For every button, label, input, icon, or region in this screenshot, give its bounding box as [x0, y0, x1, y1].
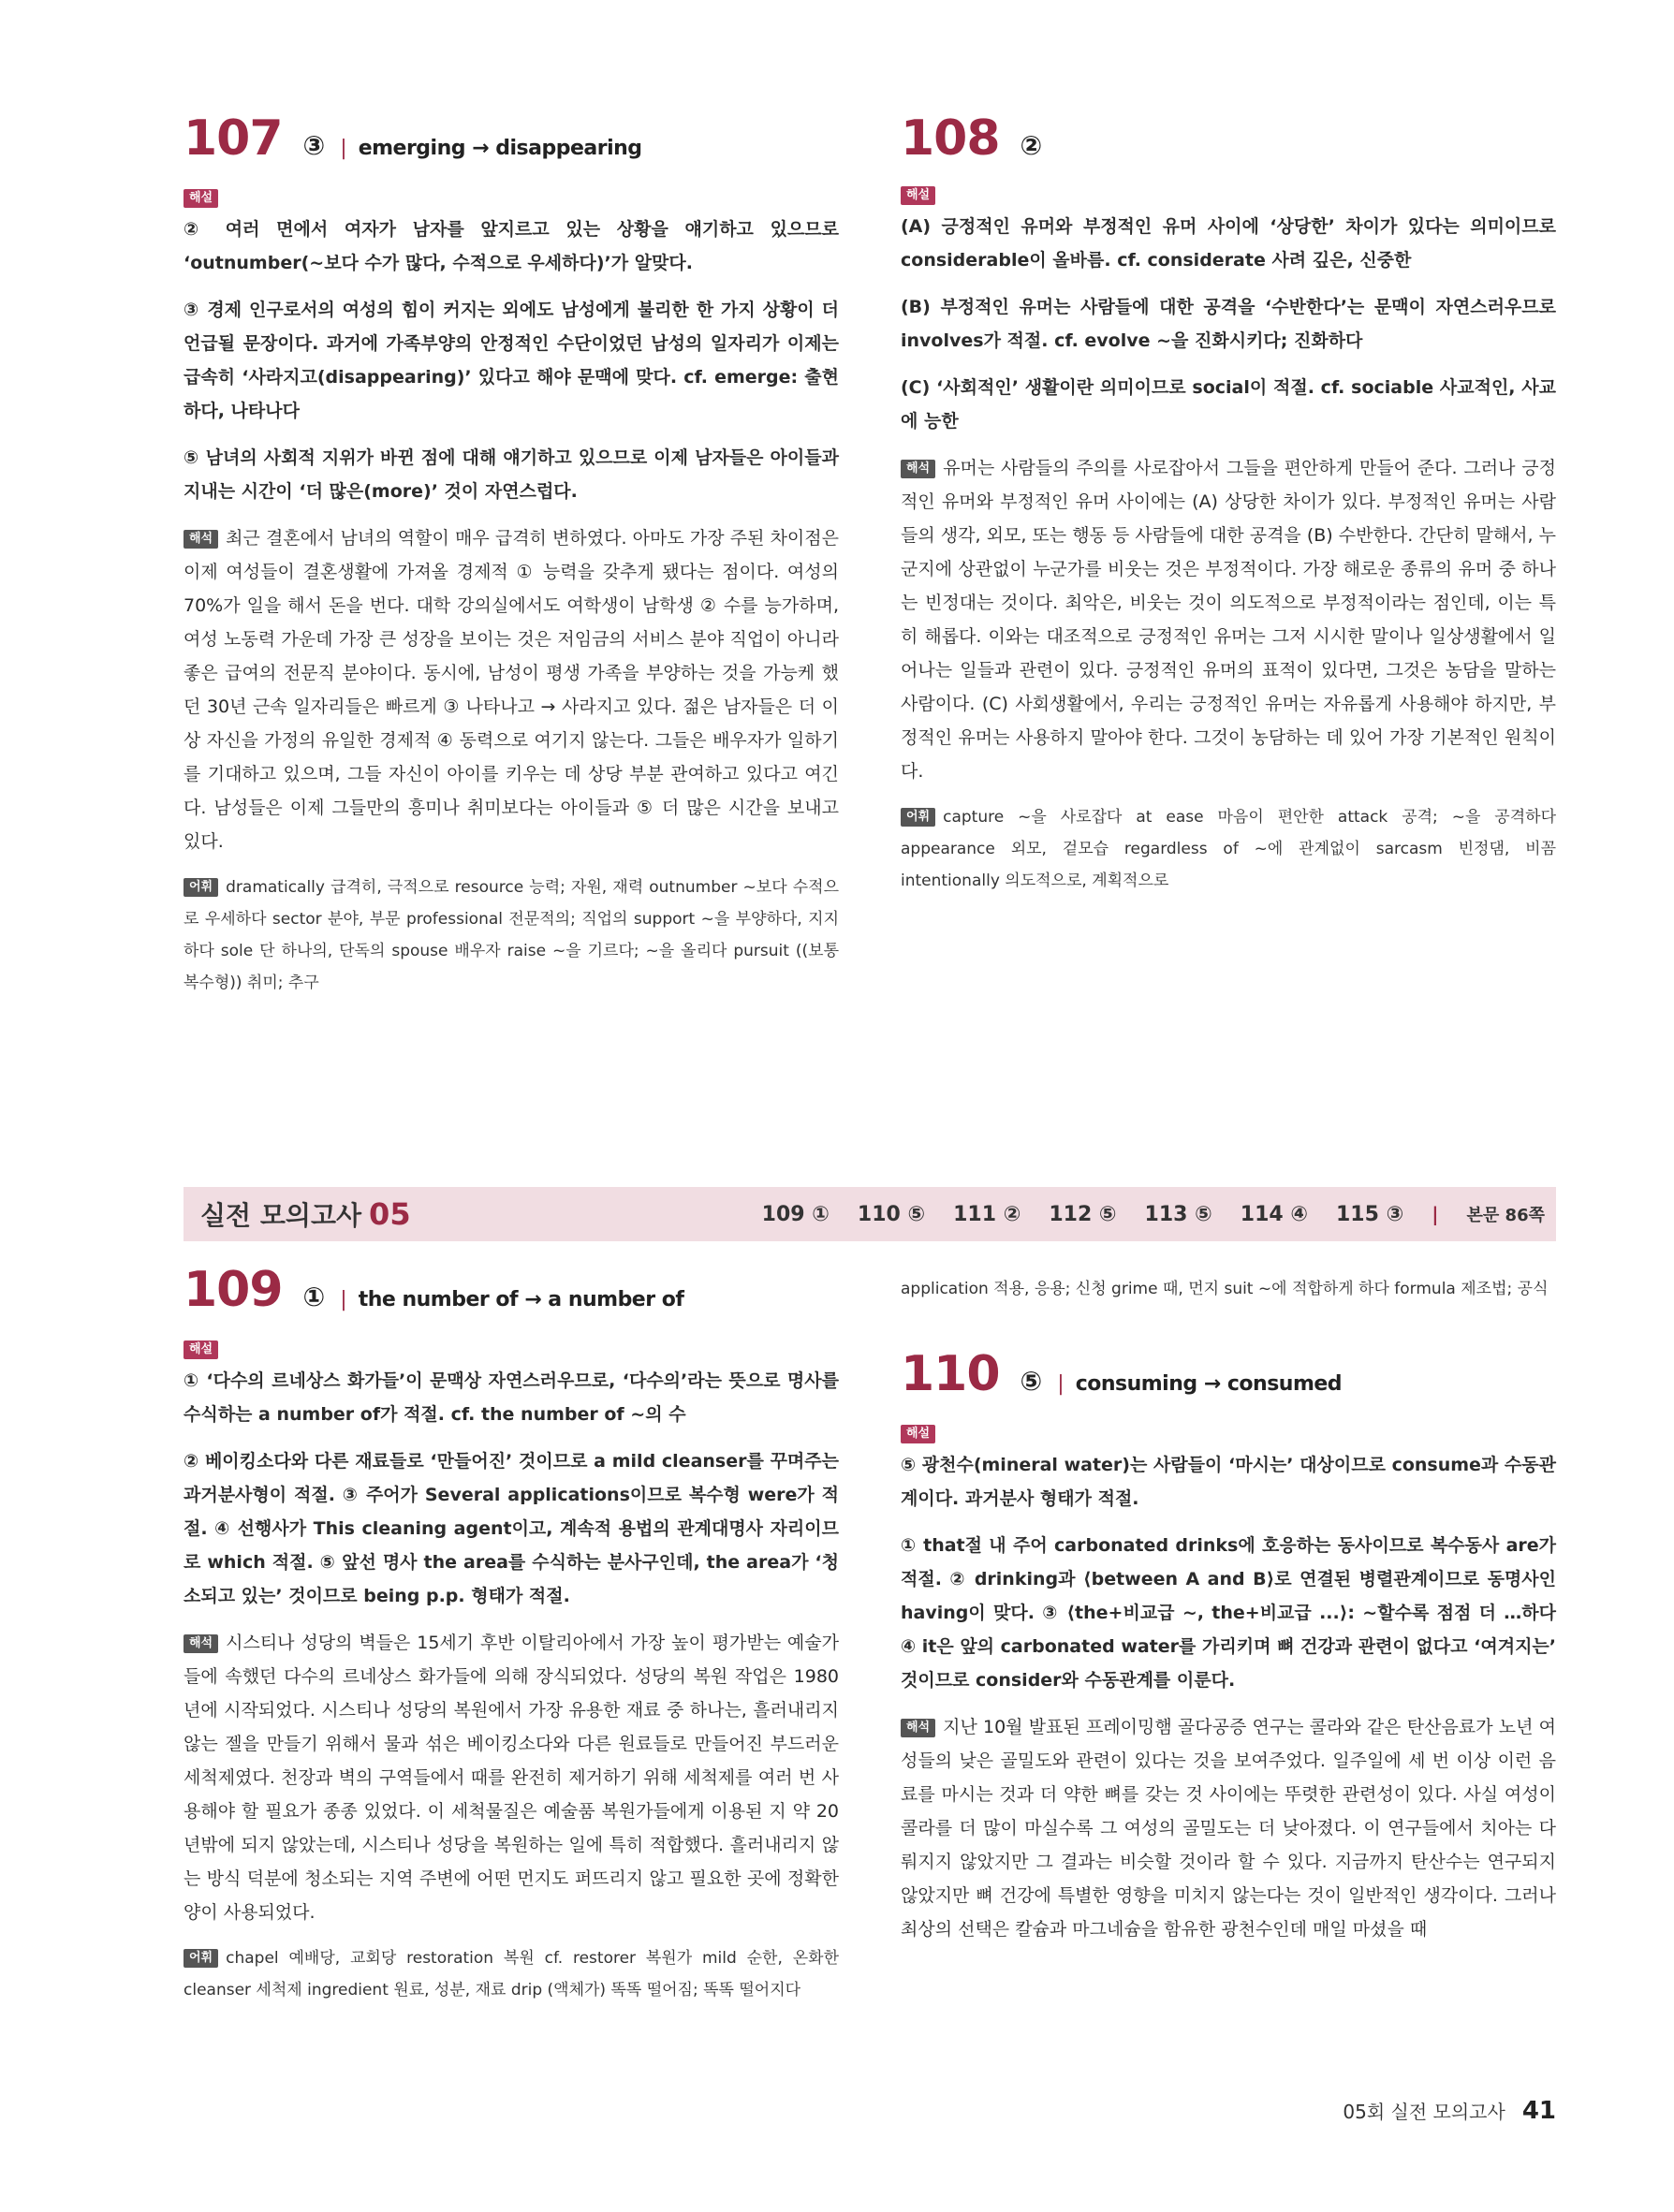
- translation-text: 유머는 사람들의 주의를 사로잡아서 그들을 편안하게 만들어 준다. 그러나 긍정적인 유머와 부정적인 유머 사이에는 (A) 상당한 차이가 있다. 부정적인 유머는 사람들의 생각, 외모, 또는 행동 등 사람들에 대한 공격을 (B) 수반한다. 간단히 말해서, 누군지에 상관없이 누군가를 비웃는 것은 부정적이다. 가장 해로운 종류의 유머 중 하나는 빈정대는 것이다. 최악은, 비웃는 것이 의도적으로 부정적이라는 점인데, 이는 특히 해롭다. 이와는 대조적으로 긍정적인 유머는 그저 시시한 말이나 일상생활에서 일어나는 일들과 관련이 있다. 긍정적인 유머의 표적이 있다면, 그것은 농담을 말하는 사람이다. (C) 사회생활에서, 우리는 긍정적인 유머는 자유롭게 사용해야 하지만, 부정적인 유머는 사용하지 말아야 한다. 그것이 농담하는 데 있어 가장 기본적인 원칙이다.: [901, 458, 1556, 782]
- section-number: 05: [369, 1196, 411, 1232]
- section-title: 실전 모의고사: [200, 1200, 362, 1231]
- question-number: 109: [184, 1262, 283, 1318]
- page-footer: [1343, 2097, 1556, 2125]
- explanation-para: ⑤ 남녀의 사회적 지위가 바뀐 점에 대해 얘기하고 있으므로 이제 남자들은 아이들과 지내는 시간이 ‘더 많은(more)’ 것이 자연스럽다.: [184, 447, 839, 502]
- question-107: [184, 110, 839, 1012]
- translation-tag: 해석: [901, 1719, 935, 1737]
- answer-key-item: 112 ⑤: [1049, 1202, 1117, 1226]
- answer-mark: ①: [302, 1282, 326, 1312]
- answer-mark: ⑤: [1020, 1366, 1043, 1397]
- question-109-header: [184, 1262, 839, 1318]
- vocabulary-text: dramatically 급격히, 극적으로 resource 능력; 자원, 재력 outnumber ~보다 수적으로 우세하다 sector 분야, 부문 professional 전문적의; 직업의 support ~을 부양하다, 지지하다 sole 단 하나의, 단독의 spouse 배우자 raise ~을 기르다; ~을 올리다 pursuit ((보통 복수형)) 취미; 추구: [184, 878, 839, 992]
- answer-key-item: 113 ⑤: [1144, 1202, 1212, 1226]
- vocabulary-text: chapel 예배당, 교회당 restoration 복원 cf. restorer 복원가 mild 순한, 온화한 cleanser 세척제 ingredient 원료, 성분, 재료 drip (액체가) 똑똑 떨어짐; 똑똑 떨어지다: [184, 1949, 839, 2000]
- correction: emerging → disappearing: [358, 137, 642, 160]
- explanation-para: ③ 경제 인구로서의 여성의 힘이 커지는 외에도 남성에게 불리한 한 가지 상황이 더 언급될 문장이다. 과거에 가족부양의 안정적인 수단이었던 남성의 일자리가 이제는 급속히 ‘사라지고(disappearing)’ 있다고 해야 문맥에 맞다. cf. emerge: 출현하다, 나타나다: [184, 300, 839, 421]
- question-108-header: [901, 110, 1556, 167]
- correction: consuming → consumed: [1075, 1372, 1343, 1396]
- vocabulary: [184, 872, 839, 999]
- vocabulary: [184, 1942, 839, 2006]
- page-reference: 본문 86쪽: [1466, 1206, 1545, 1225]
- question-number: 108: [901, 110, 1000, 167]
- translation-text: 최근 결혼에서 남녀의 역할이 매우 급격히 변하였다. 아마도 가장 주된 차이점은 이제 여성들이 결혼생활에 가져올 경제적 ① 능력을 갖추게 됐다는 점이다. 여성의 70%가 일을 해서 돈을 번다. 대학 강의실에서도 여학생이 남학생 ② 수를 능가하며, 여성 노동력 가운데 가장 큰 성장을 보이는 것은 저임금의 서비스 분야 직업이 아니라 좋은 급여의 전문직 분야이다. 동시에, 남성이 평생 가족을 부양하는 것을 가능케 했던 30년 근속 일자리들은 빠르게 ③ 나타나고 → 사라지고 있다. 젊은 남자들은 더 이상 자신을 가정의 유일한 경제적 ④ 동력으로 여기지 않는다. 그들은 배우자가 일하기를 기대하고 있으며, 그들 자신이 아이를 키우는 데 상당 부분 관여하고 있다고 여긴다. 남성들은 이제 그들만의 흥미나 취미보다는 아이들과 ⑤ 더 많은 시간을 보내고 있다.: [184, 528, 839, 852]
- translation: [184, 1626, 839, 1929]
- answer-key: [762, 1202, 1545, 1226]
- explanation-tag: 해설: [184, 189, 218, 208]
- question-110-header: [901, 1346, 1556, 1402]
- question-107-header: [184, 110, 839, 167]
- explanation-tag: 해설: [901, 186, 935, 205]
- section-header-bar: [184, 1187, 1556, 1241]
- vocabulary-tag: 어휘: [901, 808, 935, 827]
- page-number: 41: [1521, 2097, 1556, 2125]
- translation: [901, 451, 1556, 788]
- answer-mark: ③: [302, 130, 326, 161]
- explanation-para: ② 여러 면에서 여자가 남자를 앞지르고 있는 상황을 얘기하고 있으므로 ‘outnumber(~보다 수가 많다, 수적으로 우세하다)’가 알맞다.: [184, 219, 839, 273]
- question-108: [901, 110, 1556, 910]
- translation-tag: 해석: [184, 530, 218, 549]
- question-109: [184, 1262, 839, 2019]
- explanation-para: ⑤ 광천수(mineral water)는 사람들이 ‘마시는’ 대상이므로 consume과 수동관계이다. 과거분사 형태가 적절.: [901, 1455, 1556, 1509]
- vocabulary-tag: 어휘: [184, 1949, 218, 1968]
- question-number: 110: [901, 1346, 1000, 1402]
- divider: |: [1057, 1372, 1065, 1396]
- explanation-tag: 해설: [901, 1425, 935, 1443]
- explanation-para: (B) 부정적인 유머는 사람들에 대한 공격을 ‘수반한다’는 문맥이 자연스러우므로 involves가 적절. cf. evolve ~을 진화시키다; 진화하다: [901, 297, 1556, 351]
- answer-key-item: 109 ①: [761, 1202, 830, 1226]
- answer-mark: ②: [1020, 130, 1043, 161]
- answer-key-item: 115 ③: [1335, 1202, 1404, 1226]
- translation: [901, 1710, 1556, 1946]
- vocabulary: [901, 801, 1556, 897]
- vocabulary-tag: 어휘: [184, 878, 218, 897]
- footer-title: 05회 실전 모의고사: [1343, 2101, 1505, 2123]
- translation-text: 시스티나 성당의 벽들은 15세기 후반 이탈리아에서 가장 높이 평가받는 예술가들에 속했던 다수의 르네상스 화가들에 의해 장식되었다. 성당의 복원 작업은 1980년에 시작되었다. 시스티나 성당의 복원에서 가장 유용한 재료 중 하나는, 흘러내리지 않는 젤을 만들기 위해서 물과 섞은 베이킹소다와 다른 원료들로 만들어진 부드러운 세척제였다. 천장과 벽의 구역들에서 때를 완전히 제거하기 위해 세척제를 여러 번 사용해야 할 필요가 종종 있었다. 이 세척물질은 예술품 복원가들에게 이용된 지 약 20년밖에 되지 않았는데, 시스티나 성당을 복원하는 일에 특히 적합했다. 흘러내리지 않는 방식 덕분에 청소되는 지역 주변에 어떤 먼지도 퍼뜨리지 않고 필요한 곳에 정확한 양이 사용되었다.: [184, 1633, 839, 1923]
- explanation-para: ② 베이킹소다와 다른 재료들로 ‘만들어진’ 것이므로 a mild cleanser를 꾸며주는 과거분사형이 적절. ③ 주어가 Several applications이므로 복수형 were가 적절. ④ 선행사가 This cleaning agent이고, 계속적 용법의 관계대명사 자리이므로 which 적절. ⑤ 앞선 명사 the area를 수식하는 분사구인데, the area가 ‘청소되고 있는’ 것이므로 being p.p. 형태가 적절.: [184, 1451, 839, 1606]
- divider: |: [340, 137, 347, 160]
- correction: the number of → a number of: [358, 1288, 684, 1311]
- explanation-para: ① ‘다수의 르네상스 화가들’이 문맥상 자연스러우므로, ‘다수의’라는 뜻으로 명사를 수식하는 a number of가 적절. cf. the number of ~의 수: [184, 1370, 839, 1425]
- translation: [184, 521, 839, 858]
- vocabulary-continued: application 적용, 응용; 신청 grime 때, 먼지 suit ~에 적합하게 하다 formula 제조법; 공식: [901, 1280, 1549, 1298]
- vocabulary-text: capture ~을 사로잡다 at ease 마음이 편안한 attack 공격; ~을 공격하다 appearance 외모, 겉모습 regardless of ~에 관계없이 sarcasm 빈정댐, 비꼼 intentionally 의도적으로, 계획적으로: [901, 808, 1556, 890]
- question-110: [901, 1273, 1556, 1959]
- translation-text: 지난 10월 발표된 프레이밍햄 골다공증 연구는 콜라와 같은 탄산음료가 노년 여성들의 낮은 골밀도와 관련이 있다는 것을 보여주었다. 일주일에 세 번 이상 이런 음료를 마시는 것과 더 약한 뼈를 갖는 것 사이에는 뚜렷한 관련성이 있다. 사실 여성이 콜라를 더 많이 마실수록 그 여성의 골밀도는 더 낮아졌다. 이 연구들에서 치아는 다뤄지지 않았지만 그 결과는 비슷할 것이라 할 수 있다. 지금까지 탄산수는 연구되지 않았지만 뼈 건강에 특별한 영향을 미치지 않는다는 것이 일반적인 생각이다. 그러나 최상의 선택은 칼슘과 마그네슘을 함유한 광천수인데 매일 마셨을 때: [901, 1717, 1556, 1940]
- divider: |: [1432, 1203, 1439, 1225]
- translation-tag: 해석: [901, 460, 935, 478]
- answer-key-item: 111 ②: [953, 1202, 1021, 1226]
- divider: |: [340, 1288, 347, 1311]
- explanation-para: ① that절 내 주어 carbonated drinks에 호응하는 동사이므로 복수동사 are가 적절. ② drinking과 ⟨between A and B⟩로 연결된 병렬관계이므로 동명사인 having이 맞다. ③ ⟨the+비교급 ~, the+비교급 ...⟩: ~할수록 점점 더 …하다 ④ it은 앞의 carbonated water를 가리키며 뼈 건강과 관련이 없다고 ‘여겨지는’ 것이므로 consider와 수동관계를 이룬다.: [901, 1535, 1556, 1691]
- explanation-tag: 해설: [184, 1340, 218, 1359]
- question-number: 107: [184, 110, 283, 167]
- translation-tag: 해석: [184, 1634, 218, 1653]
- answer-key-item: 114 ④: [1240, 1202, 1308, 1226]
- explanation-para: (C) ‘사회적인’ 생활이란 의미이므로 social이 적절. cf. sociable 사교적인, 사교에 능한: [901, 377, 1556, 432]
- explanation-para: (A) 긍정적인 유머와 부정적인 유머 사이에 ‘상당한’ 차이가 있다는 의미이므로 considerable이 올바름. cf. considerate 사려 깊은, 신중한: [901, 216, 1556, 271]
- answer-key-item: 110 ⑤: [857, 1202, 926, 1226]
